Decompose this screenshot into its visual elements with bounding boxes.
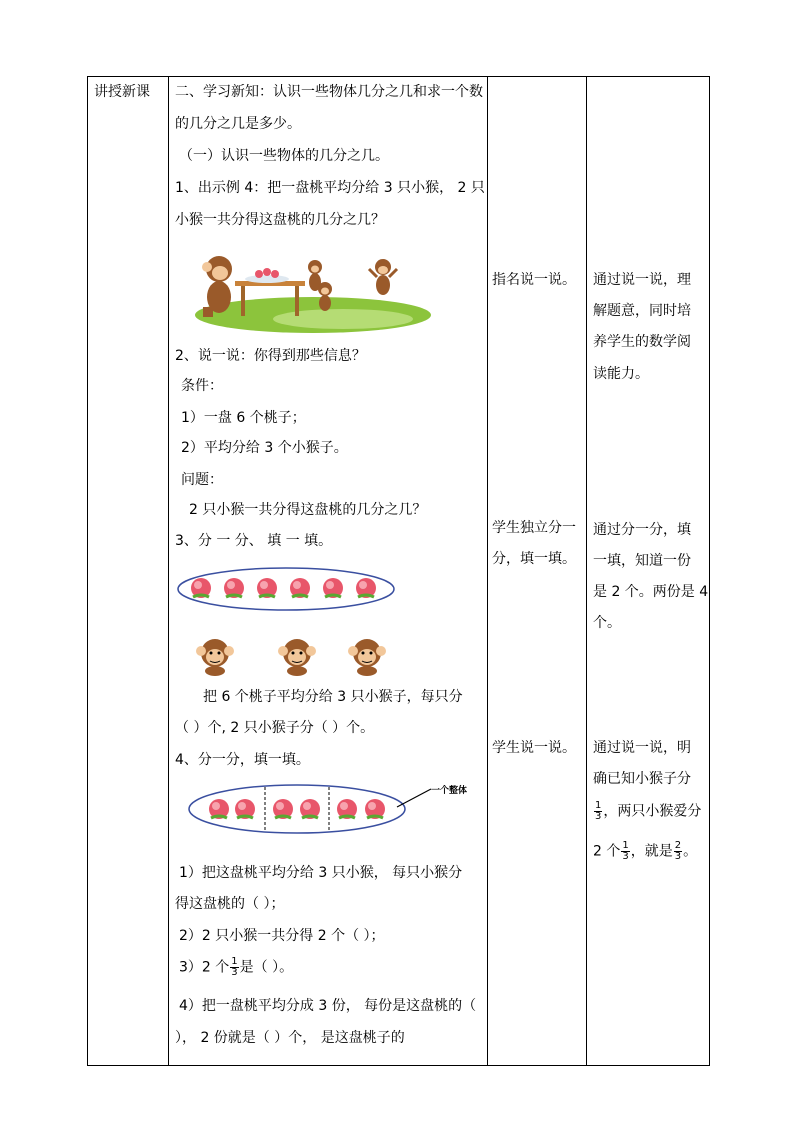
monkey-icon	[278, 639, 316, 676]
activity-3: 学生说一说。	[492, 740, 576, 756]
q3-suffix: 是（ ）。	[239, 959, 294, 976]
section-label: 讲授新课	[94, 84, 150, 100]
condition-label: 条件：	[181, 378, 223, 394]
step4: 4、分一分，填一填。	[175, 752, 310, 768]
intent-1-line3: 养学生的数学阅	[593, 334, 691, 350]
activity-2-line1: 学生独立分一	[492, 520, 576, 536]
peach-icon	[290, 578, 310, 598]
intent-1-line4: 读能力。	[593, 366, 649, 382]
section-column	[88, 77, 169, 1066]
fraction-one-third: $\frac{1}{3}$	[595, 800, 602, 822]
content-column	[169, 77, 488, 1066]
peach-icon	[337, 799, 357, 819]
intent-2-line3: 是 2 个。两份是 4	[593, 584, 709, 600]
condition-1: 1）一盘 6 个桃子；	[181, 410, 306, 426]
q1-line1: 1）把这盘桃平均分给 3 只小猴， 每只小猴分	[179, 865, 463, 881]
intent-1-line1: 通过说一说，理	[593, 272, 691, 288]
intent-2-line4: 个。	[593, 615, 621, 631]
fill-line2: （ ）个, 2 只小猴子分（ ）个。	[175, 720, 375, 736]
activity-column	[488, 77, 587, 1066]
q3-prefix: 3）2 个	[179, 959, 230, 976]
peach-icon	[323, 578, 343, 598]
peach-plate-ellipse	[175, 565, 397, 613]
divided-peach-ellipse	[187, 781, 409, 837]
step1-line2: 小猴一共分得这盘桃的几分之几？	[175, 212, 385, 228]
intent-3-line4: 2 个 $\frac{1}{3}$ ，就是 $\frac{2}{3}$ 。	[593, 840, 698, 862]
three-monkeys	[195, 633, 405, 677]
peach-icon	[224, 578, 244, 598]
q4-line2: ）， 2 份就是（ ）个， 是这盘桃子的	[175, 1030, 405, 1046]
lesson-page	[87, 76, 707, 1064]
sub-heading: （一）认识一些物体的几分之几。	[179, 148, 389, 164]
whole-pointer-line	[395, 785, 435, 809]
peach-icon	[273, 799, 293, 819]
question-label: 问题：	[181, 472, 223, 488]
activity-2-line2: 分，填一填。	[492, 551, 576, 567]
monkeys-table-illustration	[193, 237, 433, 337]
fraction-two-thirds: $\frac{2}{3}$	[674, 840, 682, 862]
fill-line1: 把 6 个桃子平均分给 3 只小猴子，每只分	[203, 689, 463, 705]
question-text: 2 只小猴一共分得这盘桃的几分之几？	[189, 502, 427, 518]
condition-2: 2）平均分给 3 个小猴子。	[181, 440, 348, 456]
peach-icon	[300, 799, 320, 819]
q4-line1: 4）把一盘桃平均分成 3 份， 每份是这盘桃的（	[179, 998, 477, 1014]
q3	[179, 957, 293, 978]
monkey-icon	[196, 639, 234, 676]
step3: 3、分 一 分、 填 一 填。	[175, 533, 333, 549]
step1-line1: 1、出示例 4：把一盘桃平均分给 3 只小猴， 2 只	[175, 180, 485, 196]
intent-3-line2: 确已知小猴子分	[593, 771, 691, 787]
q1-line2: 得这盘桃的（ ）；	[175, 896, 285, 912]
peach-icon	[365, 799, 385, 819]
intent-2-line1: 通过分一分，填	[593, 522, 691, 538]
lesson-table	[87, 76, 710, 1066]
peach-icon	[209, 799, 229, 819]
step2: 2、说一说：你得到那些信息？	[175, 348, 366, 364]
intent-1-line2: 解题意，同时培	[593, 303, 691, 319]
intent-3-line1: 通过说一说，明	[593, 740, 691, 756]
heading-line1: 二、学习新知：认识一些物体几分之几和求一个数	[175, 84, 483, 100]
heading-line2: 的几分之几是多少。	[175, 116, 301, 132]
monkey-icon	[348, 639, 386, 676]
q2: 2）2 只小猴一共分得 2 个（ ）；	[179, 928, 385, 944]
peach-icon	[191, 578, 211, 598]
intent-column	[587, 77, 710, 1066]
intent-3-line3: $\frac{1}{3}$ ，两只小猴爱分	[595, 800, 702, 822]
fraction-one-third: $\frac{1}{3}$	[622, 840, 629, 862]
fraction-one-third: $\frac{1}{3}$	[231, 956, 238, 978]
peach-icon	[235, 799, 255, 819]
peach-icon	[356, 578, 376, 598]
peach-icon	[257, 578, 277, 598]
intent-2-line2: 一填，知道一份	[593, 553, 691, 569]
activity-1: 指名说一说。	[492, 272, 576, 288]
whole-label: 一个整体	[431, 786, 468, 796]
